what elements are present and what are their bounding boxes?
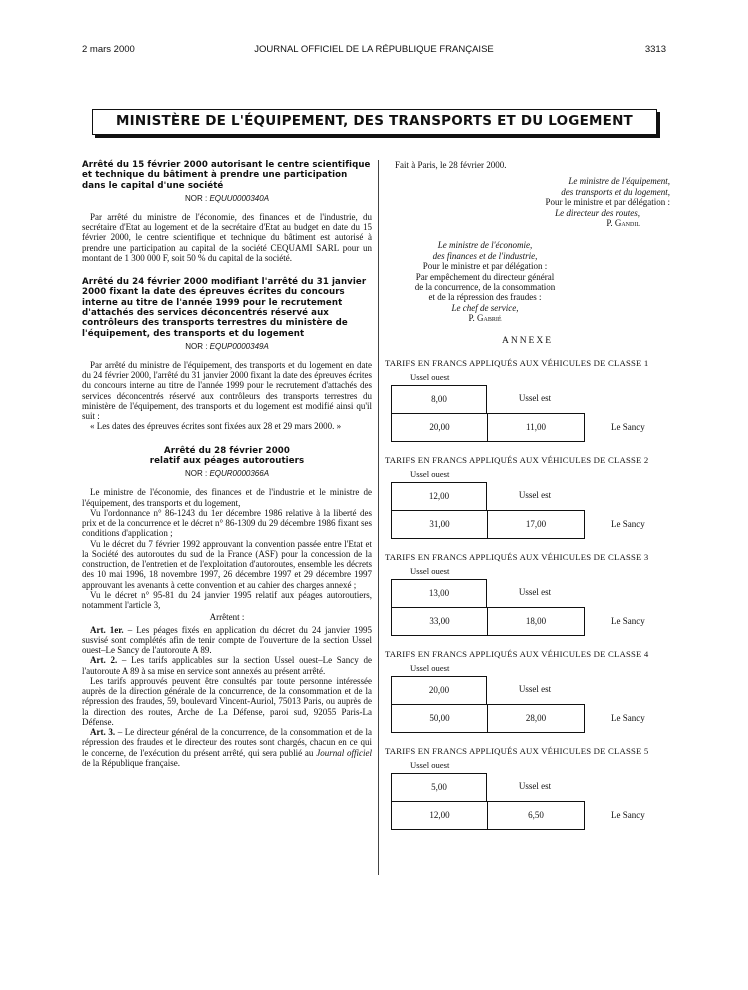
tariff-row-sancy xyxy=(391,607,585,636)
header-date: 2 mars 2000 xyxy=(82,44,135,55)
arrete-1-title: Arrêté du 15 février 2000 autorisant le centre scientifique et technique du bâtiment à prendre une participation dans le capital d'une société xyxy=(82,160,371,191)
article-1: Art. 1er. – Les péages fixés en application du décret du 24 janvier 1995 susvisé sont complétés afin de tenir compte de l'ouverture de la section Ussel ouest–Le Sancy de l'autoroute A 89. xyxy=(82,624,372,656)
arrete-3-nor-code: EQUR0000366A xyxy=(209,469,270,479)
arrete-3-vu-decret-1995: Vu le décret n° 95-81 du 24 janvier 1995 relatif aux péages autoroutiers, notamment l'article 3, xyxy=(82,589,372,611)
annexe-heading: ANNEXE xyxy=(501,335,554,346)
tariff-title: TARIFS EN FRANCS APPLIQUÉS AUX VÉHICULES DE CLASSE 1 xyxy=(385,357,649,368)
arrete-3-arretent: Arrêtent : xyxy=(209,612,245,623)
station-ussel-est: Ussel est xyxy=(518,683,552,694)
station-le-sancy: Le Sancy xyxy=(611,809,645,820)
station-le-sancy: Le Sancy xyxy=(611,421,645,432)
station-ussel-est: Ussel est xyxy=(518,780,552,791)
station-ussel-ouest: Ussel ouest xyxy=(410,759,450,770)
tariff-title: TARIFS EN FRANCS APPLIQUÉS AUX VÉHICULES DE CLASSE 5 xyxy=(385,745,649,756)
arrete-2-nor-code: EQUP0000349A xyxy=(209,341,269,351)
arrete-1-nor: NOR : EQUU0000340A xyxy=(184,193,270,203)
arrete-2-body: Par arrêté du ministre de l'équipement, des transports et du logement en date du 24 février 2000, l'arrêté du 31 janvier 2000 fixant la date des épreuves écrites du concours interne au titre de l'année 1999 pour le recrutement d'attachés des services déconcentrés réservé aux contrôleurs des transports terrestres du ministère de l'équipement, des transports et du logement est modifié ainsi qu'il suit : xyxy=(82,359,372,422)
tariff-table-class-2 xyxy=(385,455,670,540)
tariff-est-sancy: 17,00 xyxy=(525,518,547,529)
tariff-grid xyxy=(385,385,670,443)
tariff-grid xyxy=(385,773,670,831)
station-le-sancy: Le Sancy xyxy=(611,518,645,529)
arrete-3-title-line1: Arrêté du 28 février 2000 xyxy=(164,445,290,456)
tariff-ouest-sancy: 20,00 xyxy=(392,414,488,441)
tariff-table-class-3 xyxy=(385,552,670,637)
tariff-ouest-est: 5,00 xyxy=(391,773,487,802)
arrete-2-quote: « Les dates des épreuves écrites sont fixées aux 28 et 29 mars 2000. » xyxy=(90,421,342,432)
header-page-number: 3313 xyxy=(644,44,666,55)
tariff-title: TARIFS EN FRANCS APPLIQUÉS AUX VÉHICULES DE CLASSE 4 xyxy=(385,648,649,659)
signature-place-date: Fait à Paris, le 28 février 2000. xyxy=(395,160,507,170)
tariff-tables xyxy=(385,358,670,831)
arrete-2 xyxy=(82,277,372,432)
signature-gabrie: P. Gabrié xyxy=(468,313,502,324)
arrete-2-nor: NOR : EQUP0000349A xyxy=(185,341,269,351)
article-2: Art. 2. – Les tarifs applicables sur la section Ussel ouest–Le Sancy de l'autoroute A 89 à sa mise en service sont annexés au présent arrêté. xyxy=(82,655,373,676)
arrete-1-body: Par arrêté du ministre de l'économie, des finances et de l'industrie, du secrétaire d'Etat au logement et de la secrétaire d'Etat au budget en date du 15 février 2000, le centre scientifique et technique du bâtiment est autorisé à prendre une participation au capital de la société CEQUAMI SARL pour un montant de 1 300 000 F, soit 50 % du capital de la société. xyxy=(82,211,372,263)
tariff-ouest-est: 13,00 xyxy=(391,579,487,608)
arrete-3-vu-ordonnance: Vu l'ordonnance n° 86-1243 du 1er décembre 1986 relative à la liberté des prix et de la concurrence et le décret n° 86-1309 du 29 décembre 1986 fixant ses conditions d'application ; xyxy=(82,507,372,539)
station-ussel-ouest: Ussel ouest xyxy=(410,371,450,382)
tariff-est-sancy: 11,00 xyxy=(526,421,546,432)
station-ussel-ouest: Ussel ouest xyxy=(410,468,450,479)
station-ussel-ouest: Ussel ouest xyxy=(410,565,450,576)
tariff-ouest-sancy: 33,00 xyxy=(392,608,488,635)
tariff-title: TARIFS EN FRANCS APPLIQUÉS AUX VÉHICULES DE CLASSE 2 xyxy=(385,454,649,465)
arrete-3-title-line2: relatif aux péages autoroutiers xyxy=(149,455,305,466)
tariff-ouest-sancy: 50,00 xyxy=(392,705,488,732)
station-ussel-est: Ussel est xyxy=(518,489,552,500)
column-divider xyxy=(378,160,379,875)
tariff-est-sancy: 18,00 xyxy=(525,615,547,626)
station-ussel-est: Ussel est xyxy=(518,392,552,403)
signatures: Fait à Paris, le 28 février 2000. Le ministre de l'équipement, des transports et du logement, Pour le ministre et par délégation : Le directeur des routes, P. Gandil Le ministre de l'économie, des finances et de l'industrie, Pour le ministre et par délégation : Par empêchement du directeur général de la concurrence, de la consommation et de la répression des fraudes : Le chef de service, P. Gabrié xyxy=(385,160,670,324)
tariff-grid xyxy=(385,676,670,734)
arrete-3-nor: NOR : EQUR0000366A xyxy=(184,469,270,479)
tariff-ouest-est: 20,00 xyxy=(391,676,487,705)
arrete-3-vu-decret-1992: Vu le décret du 7 février 1992 approuvant la convention passée entre l'Etat et la Société des autoroutes du sud de la France (ASF) pour la concession de la construction, de l'entretien et de l'exploitation d'autoroutes, ensemble les décrets des 10 mai 1996, 18 novembre 1997, 26 décembre 1997 et 29 décembre 1997 approuvant les avenants à cette convention et au cahier des charges annexé ; xyxy=(82,538,372,590)
article-2-consultation: Les tarifs approuvés peuvent être consultés par toute personne intéressée auprès de la direction générale de la concurrence, de la consommation et de la répression des fraudes, 59, boulevard Vincent-Auriol, 75013 Paris, ou auprès de la direction des routes, Arche de La Défense, paroi sud, 92055 Paris-La Défense. xyxy=(82,675,372,727)
ministry-banner: MINISTÈRE DE L'ÉQUIPEMENT, DES TRANSPORTS ET DU LOGEMENT xyxy=(92,109,657,135)
page-header xyxy=(82,44,666,58)
arrete-1-nor-code: EQUU0000340A xyxy=(209,193,270,203)
tariff-title: TARIFS EN FRANCS APPLIQUÉS AUX VÉHICULES DE CLASSE 3 xyxy=(385,551,649,562)
tariff-ouest-est: 12,00 xyxy=(391,482,487,511)
arrete-3-preamble: Le ministre de l'économie, des finances et de l'industrie et le ministre de l'équipement, des transports et du logement, xyxy=(82,487,372,508)
tariff-ouest-sancy: 31,00 xyxy=(392,511,488,538)
tariff-grid xyxy=(385,482,670,540)
tariff-row-sancy xyxy=(391,510,585,539)
station-le-sancy: Le Sancy xyxy=(611,712,645,723)
tariff-est-sancy: 6,50 xyxy=(528,809,544,820)
tariff-table-class-1 xyxy=(385,358,670,443)
arrete-2-title: Arrêté du 24 février 2000 modifiant l'arrêté du 31 janvier 2000 fixant la date des épreuves écrites du concours interne au titre de l'année 1999 pour le recrutement d'attachés des services déconcentrés réservé aux contrôleurs des transports terrestres du ministère de l'équipement, des transports et du logement xyxy=(82,277,367,339)
right-column xyxy=(385,160,670,831)
tariff-grid xyxy=(385,579,670,637)
tariff-table-class-5 xyxy=(385,746,670,831)
tariff-row-sancy xyxy=(391,704,585,733)
article-3: Art. 3. – Le directeur général de la concurrence, de la consommation et de la répression des fraudes et le directeur des routes sont chargés, chacun en ce qui le concerne, de l'exécution du présent arrêté, qui sera publié au Journal officiel de la République française. xyxy=(82,727,372,768)
station-le-sancy: Le Sancy xyxy=(611,615,645,626)
header-journal-title: JOURNAL OFFICIEL DE LA RÉPUBLIQUE FRANÇAISE xyxy=(254,44,494,55)
station-ussel-est: Ussel est xyxy=(518,586,552,597)
tariff-row-sancy xyxy=(391,413,585,442)
signature-gandil: P. Gandil xyxy=(606,218,640,229)
left-column xyxy=(82,160,372,768)
station-ussel-ouest: Ussel ouest xyxy=(410,662,450,673)
tariff-row-sancy xyxy=(391,801,585,830)
arrete-1 xyxy=(82,160,372,263)
arrete-3 xyxy=(82,446,372,768)
tariff-ouest-sancy: 12,00 xyxy=(392,802,488,829)
tariff-est-sancy: 28,00 xyxy=(525,712,547,723)
tariff-table-class-4 xyxy=(385,649,670,734)
tariff-ouest-est: 8,00 xyxy=(391,385,487,414)
